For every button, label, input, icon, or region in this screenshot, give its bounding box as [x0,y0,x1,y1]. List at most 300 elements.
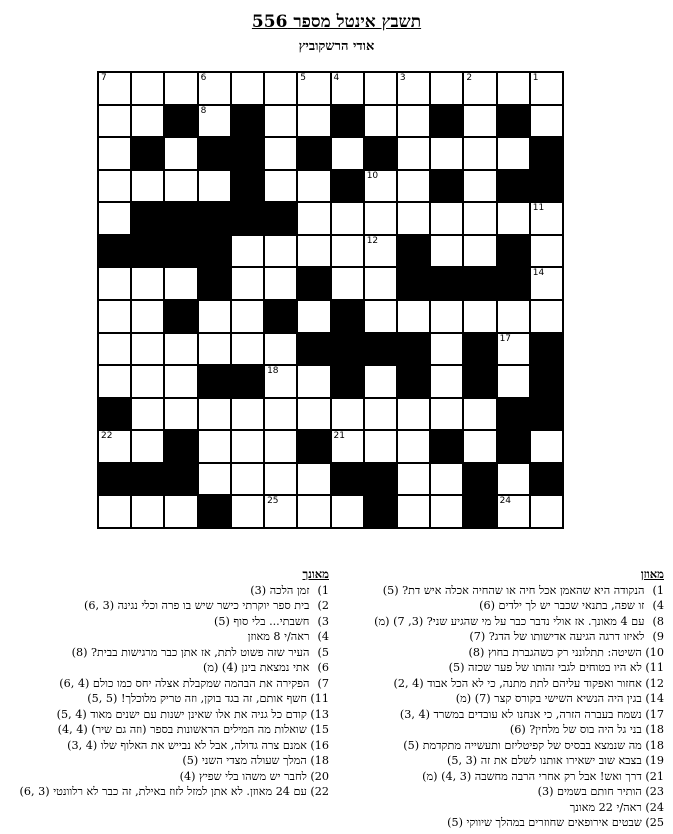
grid-cell[interactable] [264,170,297,203]
clue-number: 22) [310,785,329,798]
grid-cell[interactable] [98,137,131,170]
grid-cell[interactable] [297,235,330,268]
black-cell [331,333,364,366]
clue-text: ראה/י 8 מאוזן [247,630,310,643]
cell-number: 1 [532,73,539,83]
black-cell [364,463,397,496]
grid-cell[interactable] [331,202,364,235]
grid-cell[interactable] [98,267,131,300]
black-cell [98,398,131,431]
grid-cell[interactable] [297,463,330,496]
grid-cell[interactable] [264,365,297,398]
clue-text: לא היו בטוחים לגבי זהותו של פער שכזה (5) [448,661,642,674]
grid-cell[interactable] [264,463,297,496]
black-cell [430,267,463,300]
grid-cell[interactable] [430,333,463,366]
clue-text: אמנם צרה גדולה, אבל לא נבייש את האלוף שלו (4 ,3) [67,738,307,752]
clue-item [0,629,329,645]
grid-cell[interactable] [297,72,330,105]
clue-text: מה שנמצא בבסיס של קפיטליזם ותעשייה מתקדמת (5) [403,738,642,752]
grid-cell[interactable] [131,267,164,300]
grid-cell[interactable] [231,463,264,496]
grid-cell[interactable] [198,105,231,138]
black-cell [463,333,496,366]
grid-cell[interactable] [131,170,164,203]
cell-number: 8 [200,105,207,116]
grid-cell[interactable] [264,235,297,268]
black-cell [231,170,264,203]
grid-cell[interactable] [231,235,264,268]
clue-item [344,583,664,599]
grid-cell[interactable] [463,72,496,105]
grid-cell[interactable] [430,235,463,268]
cell-number: 24 [499,496,512,507]
black-cell [131,137,164,170]
grid-cell[interactable] [430,398,463,431]
grid-cell[interactable] [331,398,364,431]
grid-cell[interactable] [198,463,231,496]
clue-text: בגין היה הנשיא השישי בקורס קצר (7) (מ) [455,692,642,705]
clue-number: 8) [652,614,664,628]
clue-item [344,707,664,723]
grid-cell[interactable] [397,72,430,105]
grid-cell[interactable] [98,72,131,105]
grid-cell[interactable] [497,463,530,496]
black-cell [98,235,131,268]
puzzle-author: אודי הרשקוביץ [298,39,375,54]
cell-number: 10 [366,170,379,181]
clue-number: 4) [652,599,664,612]
clue-item [344,629,664,645]
clue-text: השיטה: תתלונני רק כשהגברת בחוץ (8) [468,645,642,659]
grid-cell[interactable] [198,333,231,366]
puzzle-title: תשבץ אינטל מספר 556 [251,12,422,32]
clue-number: 7) [317,676,329,690]
clue-item [0,707,329,723]
grid-cell[interactable] [198,398,231,431]
grid-cell[interactable] [397,202,430,235]
clue-number: 25) [645,816,664,829]
clue-text: לאיזו דרגה הגיעה אדישותו של הדג? (7) [469,630,645,643]
grid-cell[interactable] [98,170,131,203]
clue-item [344,800,664,816]
clue-number: 18) [310,754,329,767]
black-cell [131,463,164,496]
clue-text: המלך שעולה מצדי השני (5) [182,754,307,767]
grid-cell[interactable] [463,170,496,203]
black-cell [364,333,397,366]
grid-cell[interactable] [297,202,330,235]
clue-number: 11) [645,661,664,674]
black-cell [297,333,330,366]
grid-cell[interactable] [231,300,264,333]
clue-number: 23) [645,785,664,798]
clue-text: ראה/י 22 מאונך [569,800,642,814]
cell-number: 14 [532,268,545,279]
grid-cell[interactable] [231,72,264,105]
black-cell [164,105,197,138]
clue-item [344,784,664,800]
grid-cell[interactable] [198,430,231,463]
cell-number: 3 [399,73,406,83]
clue-text: הנקודה היא שהאמן אכל חיה או שהחיה אכלה איש דת? (5) [382,583,645,597]
black-cell [530,463,563,496]
black-cell [430,430,463,463]
grid-cell[interactable] [497,495,530,528]
grid-cell[interactable] [397,137,430,170]
grid-cell[interactable] [198,300,231,333]
black-cell [331,463,364,496]
cell-number: 2 [466,73,473,83]
black-cell [430,105,463,138]
clue-number: 2) [317,599,329,612]
black-cell [331,300,364,333]
clue-item [344,660,664,676]
clue-text: דרך ואש! אבל רק אחרי הרבה מחשבה (3 ,4) (מ) [422,769,642,783]
clue-text: העיר שזה פשוט לתת, אז אתן כבר מרגישות בבית? (8) [71,645,310,659]
black-cell [164,430,197,463]
grid-cell[interactable] [98,495,131,528]
down-clue-list [0,583,329,800]
black-cell [331,170,364,203]
grid-cell[interactable] [331,495,364,528]
grid-cell[interactable] [98,365,131,398]
clue-number: 4) [317,630,329,643]
black-cell [198,267,231,300]
clue-text: הותיר חותם בשמים (3) [537,785,642,798]
down-clues [0,567,329,800]
clue-text: בני גל היה בוס של מלחין? (6) [509,723,642,736]
grid-cell[interactable] [364,267,397,300]
clue-item [0,784,329,800]
grid-cell[interactable] [463,430,496,463]
grid-cell[interactable] [98,430,131,463]
cell-number: 6 [200,73,207,83]
grid-cell[interactable] [164,267,197,300]
grid-cell[interactable] [364,105,397,138]
clue-number: 1) [317,583,329,597]
black-cell [530,137,563,170]
black-cell [231,137,264,170]
grid-cell[interactable] [463,137,496,170]
grid-cell[interactable] [131,365,164,398]
clue-text: אתי נמצאת בינן (4) (מ) [203,661,310,674]
clue-number: 19) [645,754,664,767]
grid-cell[interactable] [131,300,164,333]
grid-cell[interactable] [98,300,131,333]
clue-text: חשף אותם, זה בגד בוקן, וזה טריק מלוכלך! (5 ,5) [87,692,307,705]
clue-number: 17) [645,707,664,721]
clue-text: נשמח בעברה הזרה, כי אנחנו לא עובדים במשרד (4 ,3) [399,707,642,721]
black-cell [198,137,231,170]
grid-cell[interactable] [397,170,430,203]
black-cell [131,202,164,235]
grid-cell[interactable] [231,267,264,300]
grid-cell[interactable] [297,398,330,431]
black-cell [164,300,197,333]
cell-number: 18 [267,366,279,377]
clue-item [0,753,329,769]
clue-item [344,691,664,707]
black-cell [198,495,231,528]
black-cell [497,235,530,268]
black-cell [497,430,530,463]
clue-text: עם 24 מאוזן. לא אתן למזל לזוז באילת, זה כבר לא רלוונטי (3 ,6) [19,785,307,798]
grid-cell[interactable] [530,495,563,528]
clue-text: קודם כל גניה את אלו שאינן ישנות עם ישנים מאוד (4 ,5) [56,707,307,721]
clue-text: זו שפה, בתנאי שכבר יש לך ילדים (6) [479,599,645,612]
black-cell [397,333,430,366]
grid-cell[interactable] [131,495,164,528]
grid-cell[interactable] [530,202,563,235]
grid-cell[interactable] [530,300,563,333]
clue-item [0,583,329,599]
clue-item [344,738,664,754]
clue-item [0,598,329,614]
grid-cell[interactable] [131,430,164,463]
black-cell [297,430,330,463]
clue-text: בצבא שוב ישאירו אותנו לשלם את זה (3 ,5) [447,754,642,767]
grid-cell[interactable] [264,105,297,138]
grid-cell[interactable] [364,398,397,431]
clue-item [0,738,329,754]
grid-cell[interactable] [164,137,197,170]
clue-item [344,722,664,738]
grid-cell[interactable] [264,398,297,431]
clue-number: 16) [310,738,329,752]
grid-cell[interactable] [430,463,463,496]
grid-cell[interactable] [497,137,530,170]
clue-item [344,676,664,692]
grid-cell[interactable] [430,72,463,105]
black-cell [397,267,430,300]
grid-cell[interactable] [98,202,131,235]
grid-cell[interactable] [497,300,530,333]
grid-cell[interactable] [463,398,496,431]
grid-cell[interactable] [297,365,330,398]
down-heading: מאונך [302,567,329,581]
black-cell [397,365,430,398]
grid-cell[interactable] [497,333,530,366]
grid-cell[interactable] [497,72,530,105]
grid-cell[interactable] [530,267,563,300]
grid-cell[interactable] [164,170,197,203]
clue-number: 18) [645,723,664,736]
black-cell [198,202,231,235]
black-cell [530,398,563,431]
clue-number: 6) [317,661,329,674]
clue-text: אחזור ואפקוד עליהם לתת מתנה, כי לא הכל אבוד (4 ,2) [393,676,642,690]
clue-text: חשבתי... בלי סוף (5) [213,614,310,628]
grid-cell[interactable] [297,170,330,203]
black-cell [264,202,297,235]
clue-number: 5) [317,645,329,659]
grid-cell[interactable] [164,365,197,398]
cell-number: 4 [333,73,340,83]
grid-cell[interactable] [131,398,164,431]
grid-cell[interactable] [430,202,463,235]
black-cell [530,333,563,366]
cell-number: 22 [101,431,113,442]
grid-cell[interactable] [430,137,463,170]
grid-cell[interactable] [364,170,397,203]
grid-cell[interactable] [530,430,563,463]
black-cell [530,365,563,398]
grid-cell[interactable] [364,430,397,463]
grid-cell[interactable] [430,300,463,333]
black-cell [164,235,197,268]
clue-number: 14) [645,692,664,705]
clue-number: 20) [310,769,329,783]
grid-cell[interactable] [397,463,430,496]
clue-number: 12) [645,676,664,690]
clue-item [344,815,664,831]
grid-cell[interactable] [131,72,164,105]
black-cell [98,463,131,496]
black-cell [164,202,197,235]
grid-cell[interactable] [364,202,397,235]
cell-number: 11 [532,203,545,214]
cell-number: 25 [267,496,279,507]
grid-cell[interactable] [297,300,330,333]
grid-cell[interactable] [131,333,164,366]
clue-item [344,645,664,661]
grid-cell[interactable] [331,267,364,300]
grid-cell[interactable] [331,72,364,105]
grid-cell[interactable] [264,72,297,105]
grid-cell[interactable] [397,300,430,333]
clue-text: שבטים אירופאים שחוזרים במהלך שיווקי (5) [447,816,642,829]
black-cell [497,267,530,300]
cell-number: 12 [366,235,379,246]
black-cell [364,137,397,170]
grid-cell[interactable] [164,398,197,431]
clue-item [344,769,664,785]
grid-cell[interactable] [530,105,563,138]
across-clue-list [344,583,664,831]
black-cell [497,170,530,203]
grid-cell[interactable] [430,365,463,398]
grid-cell[interactable] [331,235,364,268]
clue-text: שואלות מה המילים הראשונות בספר (וזה גם שיר) (4 ,4) [57,723,307,736]
crossword-grid [97,71,564,529]
grid-cell[interactable] [164,72,197,105]
grid-cell[interactable] [497,202,530,235]
clue-item [0,691,329,707]
grid-cell[interactable] [397,398,430,431]
grid-cell[interactable] [231,430,264,463]
clue-number: 9) [652,630,664,643]
grid-cell[interactable] [164,333,197,366]
black-cell [297,267,330,300]
clue-number: 15) [310,723,329,736]
grid-cell[interactable] [264,333,297,366]
grid-cell[interactable] [397,105,430,138]
grid-cell[interactable] [463,235,496,268]
clue-item [0,722,329,738]
grid-cell[interactable] [231,495,264,528]
black-cell [364,495,397,528]
grid-cell[interactable] [530,72,563,105]
black-cell [231,202,264,235]
grid-cell[interactable] [497,365,530,398]
black-cell [297,137,330,170]
clue-number: 10) [645,645,664,659]
grid-cell[interactable] [364,365,397,398]
grid-cell[interactable] [364,235,397,268]
clue-item [344,614,664,630]
grid-cell[interactable] [264,267,297,300]
grid-cell[interactable] [264,137,297,170]
grid-cell[interactable] [463,300,496,333]
grid-cell[interactable] [98,105,131,138]
black-cell [231,105,264,138]
clue-text: עם 4 מאונך. אז אולי נדבר כבר על מי שהגיע שני? (3, 7) (מ) [374,614,645,628]
grid-cell[interactable] [98,333,131,366]
black-cell [463,365,496,398]
grid-cell[interactable] [231,398,264,431]
black-cell [497,398,530,431]
cell-number: 21 [333,431,345,442]
grid-cell[interactable] [264,430,297,463]
grid-cell[interactable] [264,495,297,528]
clue-text: זמן הלכה (3) [250,583,310,597]
black-cell [331,105,364,138]
grid-cell[interactable] [331,137,364,170]
grid-cell[interactable] [430,495,463,528]
across-heading: מאוזן [640,567,664,581]
grid-cell[interactable] [198,72,231,105]
grid-cell[interactable] [198,170,231,203]
grid-cell[interactable] [397,495,430,528]
clue-text: בית ספר יוקרתי כישר שיש בו פרה וכלי נגינה (3 ,6) [83,599,310,612]
black-cell [497,105,530,138]
clue-item [0,769,329,785]
clue-number: 24) [645,800,664,814]
grid-cell[interactable] [231,333,264,366]
black-cell [198,235,231,268]
grid-cell[interactable] [364,72,397,105]
clue-number: 3) [317,614,329,628]
grid-cell[interactable] [397,430,430,463]
grid-cell[interactable] [131,105,164,138]
clue-item [344,753,664,769]
black-cell [231,365,264,398]
black-cell [530,170,563,203]
black-cell [131,235,164,268]
black-cell [463,267,496,300]
cell-number: 7 [101,73,107,83]
clue-item [0,660,329,676]
black-cell [463,495,496,528]
black-cell [463,463,496,496]
black-cell [198,365,231,398]
grid-cell[interactable] [463,202,496,235]
across-clues [344,567,664,831]
clue-item [0,645,329,661]
grid-cell[interactable] [297,495,330,528]
grid-cell[interactable] [530,235,563,268]
grid-cell[interactable] [164,495,197,528]
clue-item [344,598,664,614]
grid-cell[interactable] [331,430,364,463]
clue-number: 21) [645,769,664,783]
clue-item [0,676,329,692]
grid-cell[interactable] [297,105,330,138]
grid-cell[interactable] [364,300,397,333]
black-cell [397,235,430,268]
grid-cell[interactable] [463,105,496,138]
